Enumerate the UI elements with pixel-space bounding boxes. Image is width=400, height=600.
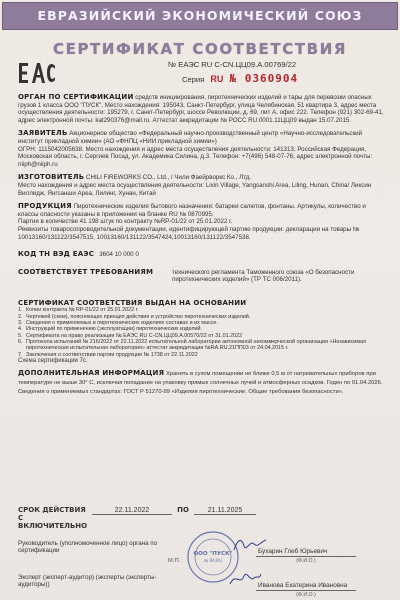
code-value: 3604 10 000 0 (99, 251, 139, 259)
conformity-section (18, 269, 384, 284)
product-text: Пиротехнические изделия бытового назначения: батареи салютов, фонтаны. Артикулы, количество и классы опасности указаны в приложении на бланке RU № 0870995. Партия в количестве 41 198 штук по контракту №RP-01/22 от 25.01.2022 г. Реквизиты товаросопроводительной документации, идентифицирующей партию продукции: декларации на товары № 10013160/131122/3547515, 10013160/131122/3547424,10013160/131122/3547538. (18, 203, 366, 241)
organ-text: средств инициирования, пиротехнических изделий и тары для перевозки опасных грузов 1 класса ООО "ПУСК". Место нахождения: 195043, Санкт-Петербург, улица Челябинская, 51 квартира 3, адрес места осуществления деятельности: 195279, г. Санкт-Петербург, шоссе Революции, д. 69, лит А, офис 222. Телефон (921) 302-69-41, адрес электронной почты: kat290376@mail.ru. Аттестат аккредитации № РОСС RU.0001.11ЦЦ09 выдан 15.07.2015. (18, 94, 384, 124)
validity-to-label: ПО (177, 506, 189, 514)
seal-placeholder-label: М.П. (168, 558, 181, 564)
basis-item: 7. Заключения о соответствии партии продукции № 1738 от 22.11.2022 (18, 351, 198, 358)
code-heading: КОД ТН ВЭД ЕАЭС (18, 250, 95, 259)
basis-item: 3. Сведения о применяемых в пиротехнических изделиях составах и их массе. (18, 320, 218, 327)
basis-section (18, 300, 384, 366)
product-section (18, 203, 384, 241)
serial-prefix: RU (210, 74, 224, 84)
validity-to: 21.11.2025 (194, 507, 256, 515)
head-name-caption: (Ф.И.О.) (256, 556, 356, 564)
organ-heading: ОРГАН ПО СЕРТИФИКАЦИИ (18, 93, 134, 101)
svg-text:№ RA.RU: № RA.RU (204, 558, 222, 563)
manufacturer-section (18, 174, 384, 197)
expert-name-caption: (Ф.И.О.) (256, 590, 356, 598)
basis-item: 5. Сертификата на право реализации № ЕАЭС RU С-CN.ЦЦ09.А.00570/22 от 31.01.2022 (18, 332, 243, 339)
serial-number: № 0360904 (229, 72, 299, 85)
svg-text:ООО "ПУСК": ООО "ПУСК" (193, 551, 233, 557)
validity-from: 22.11.2022 (92, 507, 172, 515)
manufacturer-text: CHILI FIREWORKS CO., Ltd., / Чили Фаейрворкс Ко., Лтд. Место нахождения и адрес места осуществления деятельности: Lixin Village, Yangsanshi Area, Liling, Hunan, China/ Ликсин Виллидж, Янгсанши Ареа, Лилинг, Хунан, Китай (18, 174, 372, 197)
validity-row (18, 506, 384, 530)
head-signature-block (18, 540, 168, 588)
registration-number: № ЕАЭС RU С-CN.ЦЦ09.А.00769/22 (168, 60, 297, 69)
head-role: Руководитель (уполномоченное лицо) органа по сертификации (18, 540, 158, 554)
conformity-heading: СООТВЕТСТВУЕТ ТРЕБОВАНИЯМ (18, 267, 154, 276)
additional-text: Хранить в сухом помещении не ближе 0,5 м от нагревательных приборов при температуре не выше 30° С, исключая попадание на упаковку прямых солнечных лучей и атмосферных осадков. Годен по 01.04.2026. Сведения о применяемых стандартах: ГОСТ Р 51270-99 «Изделия пиротехнические. Общие требования безопасности». (18, 371, 383, 395)
eac-logo-icon (18, 60, 56, 86)
conformity-text: технического регламента Таможенного союза «О безопасности пиротехнических изделий» (ТР ТС 006/2011). (172, 268, 355, 284)
serial-row (182, 72, 298, 85)
expert-signature-icon (228, 568, 262, 588)
applicant-section (18, 130, 384, 168)
applicant-heading: ЗАЯВИТЕЛЬ (18, 129, 68, 138)
basis-heading: СЕРТИФИКАТ СООТВЕТСТВИЯ ВЫДАН НА ОСНОВАНИИ (18, 298, 247, 307)
basis-item: 2. Чертежей (схем), поясняющих принцип действия и устройство пиротехнических изделий. (18, 313, 251, 320)
serial-label: Серия (182, 75, 205, 84)
validity-label: СРОК ДЕЙСТВИЯ С ВКЛЮЧИТЕЛЬНО (18, 506, 88, 530)
basis-item: 4. Инструкций по применению (эксплуатации) пиротехнических изделий. (18, 326, 203, 333)
scheme-text: Схема сертификации 7с. (18, 357, 88, 364)
union-band (2, 2, 398, 30)
eac-logo (18, 60, 56, 88)
code-section (18, 251, 384, 259)
expert-role: Эксперт (эксперт-аудитор) (эксперты (эксперты-аудиторы)) (18, 574, 157, 588)
signature-area (18, 506, 384, 598)
expert-name: Иванова Екатерина Ивановна (258, 582, 348, 589)
basis-item: 6. Протокола испытаний № 216/2022 от 22.11.2022 испытательной лаборатории автономной некоммерческой организации «Независимая пиротехническая испытательная лаборатория» аттестат аккредитации №RA.RU.21ПП03 от 24.04.2015 г. (18, 338, 366, 352)
product-heading: ПРОДУКЦИЯ (18, 202, 72, 211)
union-name: ЕВРАЗИЙСКИЙ ЭКОНОМИЧЕСКИЙ СОЮЗ (37, 8, 363, 23)
organ-section (18, 94, 384, 124)
additional-section (18, 370, 384, 396)
head-name: Бухарин Глеб Юрьевич (258, 548, 328, 555)
additional-heading: ДОПОЛНИТЕЛЬНАЯ ИНФОРМАЦИЯ (18, 369, 165, 378)
certificate-title: СЕРТИФИКАТ СООТВЕТСТВИЯ (52, 40, 348, 58)
applicant-text: Акционерное общество «Федеральный научно-производственный центр «Научно-исследовательский институт прикладной химии» (АО «ФНПЦ «НИИ прикладной химии») ОГРН: 1115042005638. Место нахождения и адрес места осуществления деятельности: 141313, Российская Федерация, Московская область, г. Сергиев Посад, ул. Академика Силина, д.3. Телефон: +7(496) 548-07-76, адрес электронной почты: niiph@niiph.ru (18, 130, 373, 168)
basis-item: 1. Копии контракта № RP-01/22 от 25.01.2022 г. (18, 307, 139, 314)
manufacturer-heading: ИЗГОТОВИТЕЛЬ (18, 173, 85, 182)
